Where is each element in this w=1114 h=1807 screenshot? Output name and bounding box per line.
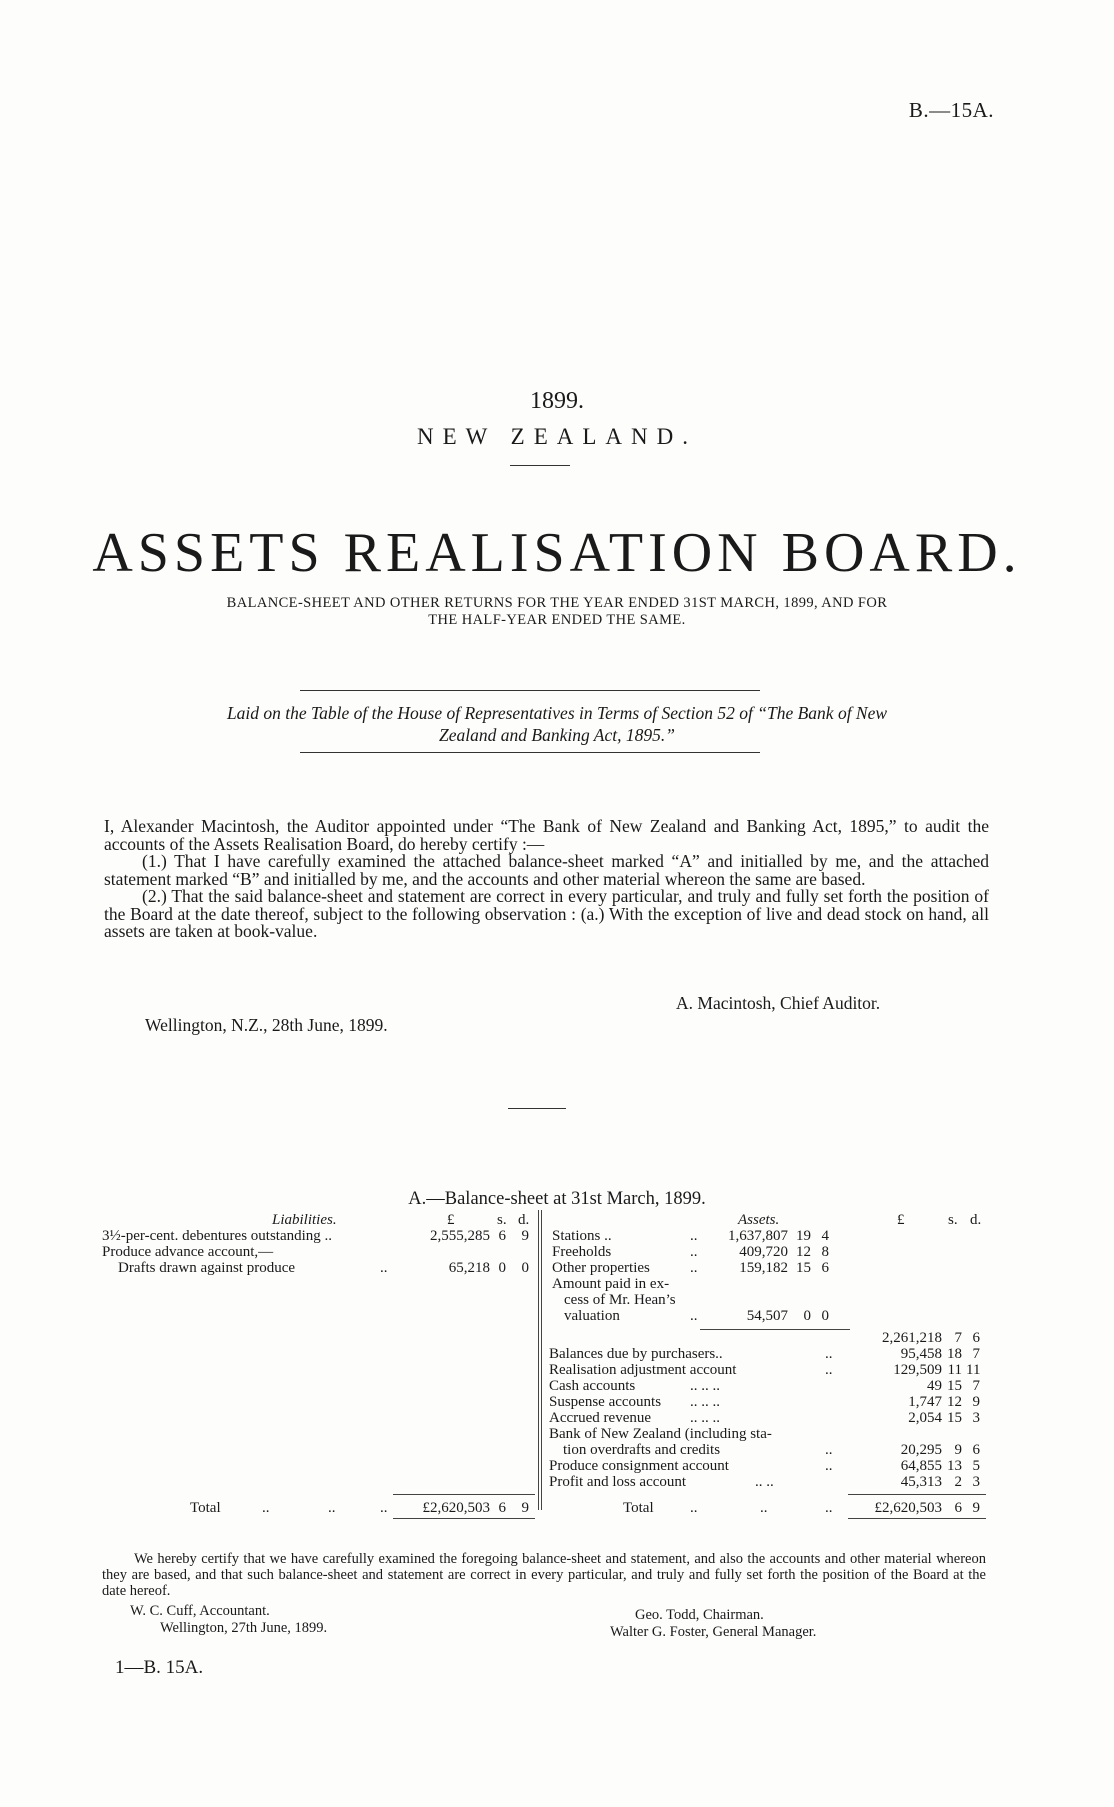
asset-pounds: 95,458 [900,1346,942,1362]
subtitle-line: THE HALF-YEAR ENDED THE SAME. [428,612,686,628]
asset-pounds: 2,054 [908,1410,942,1426]
asset-label: Realisation adjustment account [549,1362,737,1378]
leader-dots: .. [825,1500,833,1516]
liabilities-pound-heading: £ [447,1212,455,1228]
subtotal-rule [700,1329,850,1330]
property-subtotal-pounds: 2,261,218 [882,1330,942,1346]
liability-pounds: 65,218 [448,1260,490,1276]
subtitle-line: BALANCE-SHEET AND OTHER RETURNS FOR THE YEAR ENDED 31ST MARCH, 1899, AND FOR [226,595,888,611]
liability-label: 3½-per-cent. debentures outstanding .. [102,1228,333,1244]
board-certificate [102,1551,986,1599]
leader-dots: .. [690,1260,698,1276]
liabilities-pence-heading: d. [518,1212,530,1228]
asset-pence: 3 [972,1474,980,1490]
liability-pence: 9 [521,1228,529,1244]
page-title: ASSETS REALISATION BOARD. [92,522,1022,584]
liability-pence: 0 [521,1260,529,1276]
liability-shillings: 0 [498,1260,506,1276]
asset-label: tion overdrafts and credits [563,1442,721,1458]
certificate-clause-2: (2.) That the said balance-sheet and statement are correct in every particular, and truly and fully set forth the position of the Board at the date thereof, subject to the following observation : (a.) With the exception of live and dead stock on hand, all assets are taken at book-value. [104,886,989,941]
document-year: 1899. [530,388,584,414]
laid-line: Zealand and Banking Act, 1895.” [439,725,675,745]
asset-pence: 0 [821,1308,829,1324]
asset-shillings: 11 [947,1362,962,1378]
leader-dots: .. [825,1442,833,1458]
asset-label: cess of Mr. Hean’s [564,1292,676,1308]
asset-label: Stations .. [552,1228,612,1244]
column-divider [541,1210,542,1510]
total-rule [393,1518,535,1519]
asset-shillings: 18 [947,1346,962,1362]
asset-pounds: 45,313 [900,1474,942,1490]
liabilities-heading: Liabilities. [272,1212,337,1228]
assets-shilling-heading: s. [948,1212,958,1228]
asset-pence: 9 [972,1394,980,1410]
asset-label: Freeholds [552,1244,612,1260]
asset-pounds: 1,747 [908,1394,942,1410]
asset-label: valuation [564,1308,620,1324]
asset-label: Balances due by purchasers.. [549,1346,723,1362]
assets-pence-heading: d. [970,1212,982,1228]
assets-heading: Assets. [738,1212,780,1228]
asset-label: Other properties [552,1260,650,1276]
asset-shillings: 15 [947,1410,962,1426]
column-divider [538,1210,539,1510]
asset-pence: 7 [972,1378,980,1394]
certificate-clause-1: (1.) That I have carefully examined the attached balance-sheet marked “A” and initialled by me, and the attached statement marked “B” and initialled by me, and the accounts and other material whereon the same are based. [104,851,989,889]
certificate-place-date: Wellington, N.Z., 28th June, 1899. [145,1015,388,1035]
accountant-signature: W. C. Cuff, Accountant. [130,1603,270,1619]
asset-shillings: 12 [796,1244,811,1260]
property-subtotal-pence: 6 [972,1330,980,1346]
liabilities-total-pence: 9 [521,1500,529,1516]
asset-pounds: 159,182 [739,1260,788,1276]
asset-shillings: 13 [947,1458,962,1474]
asset-pence: 11 [966,1362,981,1378]
asset-label: Bank of New Zealand (including sta- [549,1426,772,1442]
asset-pounds: 20,295 [900,1442,942,1458]
asset-pounds: 64,855 [900,1458,942,1474]
liability-pounds: 2,555,285 [430,1228,490,1244]
assets-total-pounds: £2,620,503 [874,1500,942,1516]
asset-label: Cash accounts [549,1378,636,1394]
leader-dots: .. [262,1500,270,1516]
asset-pounds: 54,507 [746,1308,788,1324]
leader-dots: .. [690,1244,698,1260]
total-rule [393,1494,535,1495]
leader-dots: .. .. [755,1474,774,1490]
asset-shillings: 19 [796,1228,811,1244]
total-rule [848,1518,986,1519]
asset-pounds: 1,637,807 [728,1228,788,1244]
asset-pence: 5 [972,1458,980,1474]
manager-signature: Walter G. Foster, General Manager. [610,1624,817,1640]
property-subtotal-shillings: 7 [954,1330,962,1346]
asset-label: Amount paid in ex- [552,1276,670,1292]
leader-dots: .. .. .. [690,1378,720,1394]
asset-pounds: 49 [927,1378,942,1394]
auditor-signature: A. Macintosh, Chief Auditor. [676,993,881,1013]
liabilities-total-label: Total [190,1500,221,1516]
asset-label: Produce consignment account [549,1458,729,1474]
liabilities-shilling-heading: s. [497,1212,507,1228]
board-certificate-text: We hereby certify that we have carefully examined the foregoing balance-sheet and statement, and also the accounts and other material whereon they are based, and that such balance-sheet and statement are correct in every particular, and truly and fully set forth the position of the Board at the date hereof. [102,1551,986,1599]
asset-pence: 3 [972,1410,980,1426]
asset-shillings: 15 [947,1378,962,1394]
asset-pence: 7 [972,1346,980,1362]
leader-dots: .. [825,1458,833,1474]
asset-label: Suspense accounts [549,1394,662,1410]
asset-shillings: 0 [803,1308,811,1324]
asset-pence: 6 [821,1260,829,1276]
assets-total-label: Total [623,1500,654,1516]
leader-dots: .. [690,1500,698,1516]
leader-dots: .. [328,1500,336,1516]
accountant-date: Wellington, 27th June, 1899. [160,1620,328,1636]
leader-dots: .. .. .. [690,1410,720,1426]
asset-label: Profit and loss account [549,1474,687,1490]
asset-shillings: 9 [954,1442,962,1458]
liability-shillings: 6 [498,1228,506,1244]
asset-pence: 6 [972,1442,980,1458]
assets-pound-heading: £ [897,1212,905,1228]
leader-dots: .. [380,1260,388,1276]
balance-sheet-title: A.—Balance-sheet at 31st March, 1899. [408,1189,706,1209]
leader-dots: .. [380,1500,388,1516]
total-rule [848,1494,986,1495]
asset-shillings: 2 [954,1474,962,1490]
leader-dots: .. [760,1500,768,1516]
certificate-intro: I, Alexander Macintosh, the Auditor appointed under “The Bank of New Zealand and Banking Act, 1895,” to audit the accounts of the Assets Realisation Board, do hereby certify :— [104,816,989,854]
leader-dots: .. [825,1346,833,1362]
liability-label: Produce advance account,— [102,1244,274,1260]
sheet-reference: 1—B. 15A. [115,1657,204,1678]
asset-pence: 8 [821,1244,829,1260]
asset-pounds: 409,720 [739,1244,788,1260]
liabilities-total-shillings: 6 [498,1500,506,1516]
chairman-signature: Geo. Todd, Chairman. [635,1607,764,1623]
page-reference: B.—15A. [908,98,994,122]
asset-pounds: 129,509 [893,1362,942,1378]
asset-pence: 4 [821,1228,829,1244]
asset-shillings: 12 [947,1394,962,1410]
assets-total-pence: 9 [972,1500,980,1516]
liabilities-total-pounds: £2,620,503 [422,1500,490,1516]
leader-dots: .. [690,1228,698,1244]
leader-dots: .. [690,1308,698,1324]
leader-dots: .. [825,1362,833,1378]
assets-total-shillings: 6 [954,1500,962,1516]
asset-label: Accrued revenue [549,1410,652,1426]
laid-line: Laid on the Table of the House of Representatives in Terms of Section 52 of “The Bank of New [226,703,888,723]
leader-dots: .. .. .. [690,1394,720,1410]
asset-shillings: 15 [796,1260,811,1276]
liability-label: Drafts drawn against produce [118,1260,296,1276]
country-heading: NEW ZEALAND. [416,424,698,449]
